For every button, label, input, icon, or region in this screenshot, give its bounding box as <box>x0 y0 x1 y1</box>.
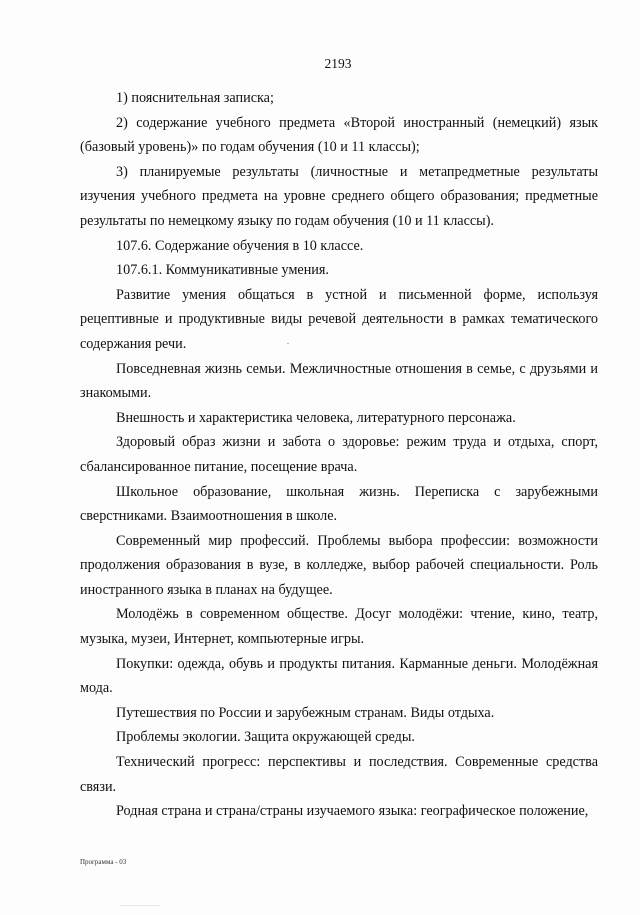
section-heading-107-6-1: 107.6.1. Коммуникативные умения. <box>116 262 329 279</box>
section-heading-107-6: 107.6. Содержание обучения в 10 классе. <box>116 237 364 254</box>
paragraph-2: 2) содержание учебного предмета «Второй иностранный (немецкий) язык (базовый уровень)» по годам обучения (10 и 11 классы); <box>80 114 598 156</box>
paragraph-9: Здоровый образ жизни и забота о здоровье: режим труда и отдыха, спорт, сбалансированное питание, посещение врача. <box>80 434 598 475</box>
paragraph-1: 1) пояснительная записка; <box>116 90 274 106</box>
paragraph-10: Школьное образование, школьная жизнь. Переписка с зарубежными сверстниками. Взаимоотношения в школе. <box>80 483 598 525</box>
paragraph-16: Технический прогресс: перспективы и последствия. Современные средства связи. <box>80 754 598 795</box>
page-number: 2193 <box>324 56 352 71</box>
paragraph-11: Современный мир профессий. Проблемы выбора профессии: возможности продолжения образования в вузе, в колледже, выбор рабочей специальности. Роль иностранного языка в планах на будущее. <box>80 532 598 598</box>
paragraph-8: Внешность и характеристика человека, литературного персонажа. <box>116 409 516 426</box>
paragraph-17: Родная страна и страна/страны изучаемого языка: географическое положение, <box>116 803 589 820</box>
document-body <box>80 86 598 824</box>
footer-label: Программа - 03 <box>80 858 127 866</box>
paragraph-6: Развитие умения общаться в устной и письменной форме, используя рецептивные и продуктивные виды речевой деятельности в рамках тематического содержания речи. <box>80 286 598 352</box>
scan-speck <box>287 343 289 344</box>
scan-edge-mark <box>120 905 160 906</box>
paragraph-12: Молодёжь в современном обществе. Досуг молодёжи: чтение, кино, театр, музыка, музеи, Интернет, компьютерные игры. <box>80 606 598 648</box>
paragraph-13: Покупки: одежда, обувь и продукты питания. Карманные деньги. Молодёжная мода. <box>80 655 598 697</box>
paragraph-3: 3) планируемые результаты (личностные и метапредметные результаты изучения учебного предмета на уровне среднего общего образования; предметные результаты по немецкому языку по годам обучения (10 и 11 классы). <box>80 163 598 229</box>
paragraph-15: Проблемы экологии. Защита окружающей среды. <box>116 729 415 746</box>
paragraph-14: Путешествия по России и зарубежным странам. Виды отдыха. <box>116 704 495 721</box>
paragraph-7: Повседневная жизнь семьи. Межличностные отношения в семье, с друзьями и знакомыми. <box>80 360 598 402</box>
